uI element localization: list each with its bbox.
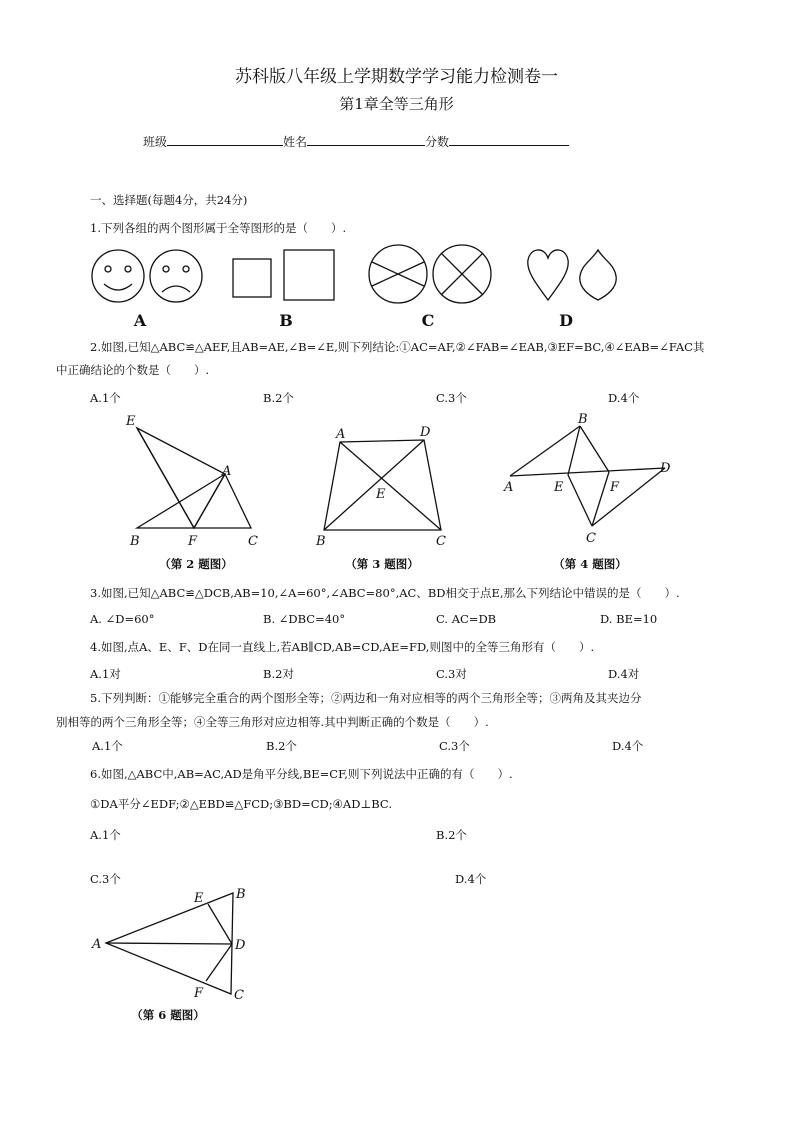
question-5-stem-line2: 别相等的两个三角形全等；④全等三角形对应边相等.其中判断正确的个数是（ ）. bbox=[56, 715, 489, 729]
figure-6 bbox=[88, 884, 268, 1024]
figure-3-caption: （第 3 题图） bbox=[345, 557, 419, 571]
heart-shape-2 bbox=[580, 250, 616, 300]
section-heading: 一、选择题(每题4分，共24分) bbox=[90, 193, 248, 207]
question-2-stem-line2: 中正确结论的个数是（ ）. bbox=[56, 363, 210, 377]
q3-option-c[interactable]: C. AC=DB bbox=[436, 612, 497, 626]
q4-option-c[interactable]: C.3对 bbox=[436, 667, 467, 681]
question-5-stem-line1: 5.下列判断：①能够完全重合的两个图形全等；②两边和一角对应相等的两个三角形全等；③两角及其夹边分 bbox=[90, 691, 642, 705]
name-label: 姓名 bbox=[283, 135, 308, 149]
q1-label-b: B bbox=[279, 311, 293, 330]
triangle-aef bbox=[137, 428, 225, 528]
point-f-label: F bbox=[188, 534, 198, 549]
q5-option-b[interactable]: B.2个 bbox=[266, 739, 297, 753]
point-e-label: E bbox=[376, 487, 386, 502]
point-d-label: D bbox=[660, 461, 671, 476]
class-blank[interactable] bbox=[167, 133, 283, 146]
point-e-label: E bbox=[554, 480, 564, 495]
q1-label-d: D bbox=[559, 311, 573, 330]
q5-option-d[interactable]: D.4个 bbox=[612, 739, 644, 753]
question-1-figures bbox=[80, 240, 640, 335]
circle-with-x-shape bbox=[433, 245, 491, 303]
large-square-shape bbox=[284, 250, 334, 300]
page-title: 苏科版八年级上学期数学学习能力检测卷一 bbox=[235, 67, 558, 87]
point-e-label: E bbox=[194, 891, 204, 906]
point-d-label: D bbox=[420, 425, 431, 440]
question-1-stem: 1.下列各组的两个图形属于全等图形的是（ ）. bbox=[90, 221, 347, 235]
q3-option-d[interactable]: D. BE=10 bbox=[600, 612, 658, 626]
student-info-row bbox=[143, 133, 569, 150]
figure-4-caption: （第 4 题图） bbox=[553, 557, 627, 571]
line-aefd bbox=[510, 468, 665, 476]
q4-option-b[interactable]: B.2对 bbox=[263, 667, 294, 681]
q6-option-a[interactable]: A.1个 bbox=[90, 828, 121, 842]
score-blank[interactable] bbox=[449, 133, 569, 146]
quadrilateral-abcd bbox=[324, 440, 441, 530]
figure-2 bbox=[120, 408, 280, 573]
question-3-stem: 3.如图,已知△ABC≌△DCB,AB=10,∠A=60°,∠ABC=80°,AC、BD相交于点E,那么下列结论中错误的是（ ）. bbox=[90, 586, 680, 600]
q6-option-d[interactable]: D.4个 bbox=[455, 872, 487, 886]
point-b-label: B bbox=[130, 534, 140, 549]
question-6-statements: ①DA平分∠EDF;②△EBD≌△FCD;③BD=CD;④AD⊥BC. bbox=[90, 797, 392, 811]
q2-option-c[interactable]: C.3个 bbox=[436, 391, 467, 405]
figure-4 bbox=[498, 406, 688, 573]
score-label: 分数 bbox=[425, 135, 450, 149]
q6-option-c[interactable]: C.3个 bbox=[90, 872, 121, 886]
point-b-label: B bbox=[578, 412, 588, 427]
point-a-label: A bbox=[92, 937, 102, 952]
frown-face-icon bbox=[150, 250, 202, 302]
figure-6-caption: （第 6 题图） bbox=[131, 1008, 205, 1022]
q2-option-b[interactable]: B.2个 bbox=[263, 391, 294, 405]
figure-2-caption: （第 2 题图） bbox=[159, 557, 233, 571]
q2-option-d[interactable]: D.4个 bbox=[608, 391, 640, 405]
class-label: 班级 bbox=[143, 135, 168, 149]
triangle-abc bbox=[137, 474, 251, 528]
point-f-label: F bbox=[610, 480, 620, 495]
question-2-stem-line1: 2.如图,已知△ABC≌△AEF,且AB=AE,∠B=∠E,则下列结论:①AC=AF,②∠FAB=∠EAB,③EF=BC,④∠EAB=∠FAC其 bbox=[90, 340, 705, 354]
question-6-stem: 6.如图,△ABC中,AB=AC,AD是角平分线,BE=CF,则下列说法中正确的有（ ）. bbox=[90, 767, 513, 781]
q3-option-b[interactable]: B. ∠DBC=40° bbox=[263, 612, 346, 626]
point-f-label: F bbox=[194, 986, 204, 1001]
q2-option-a[interactable]: A.1个 bbox=[90, 391, 121, 405]
name-blank[interactable] bbox=[307, 133, 425, 146]
point-d-label: D bbox=[235, 938, 246, 953]
chapter-subtitle: 第1章全等三角形 bbox=[339, 95, 454, 113]
smiley-face-icon bbox=[92, 250, 144, 302]
q1-label-c: C bbox=[421, 311, 435, 330]
point-c-label: C bbox=[436, 534, 446, 549]
small-square-shape bbox=[233, 259, 271, 297]
point-c-label: C bbox=[586, 531, 596, 546]
q5-option-a[interactable]: A.1个 bbox=[92, 739, 123, 753]
q6-option-b[interactable]: B.2个 bbox=[436, 828, 467, 842]
q1-label-a: A bbox=[133, 311, 147, 330]
point-a-label: A bbox=[336, 427, 346, 442]
point-c-label: C bbox=[234, 988, 244, 1003]
point-e-label: E bbox=[126, 414, 136, 429]
point-a-label: A bbox=[222, 464, 232, 479]
point-b-label: B bbox=[316, 534, 326, 549]
q5-option-c[interactable]: C.3个 bbox=[439, 739, 470, 753]
q4-option-a[interactable]: A.1对 bbox=[90, 667, 121, 681]
point-b-label: B bbox=[236, 887, 246, 902]
circle-with-flat-x-shape bbox=[369, 245, 427, 303]
point-c-label: C bbox=[248, 534, 258, 549]
q4-option-d[interactable]: D.4对 bbox=[608, 667, 640, 681]
point-a-label: A bbox=[504, 480, 514, 495]
q3-option-a[interactable]: A. ∠D=60° bbox=[90, 612, 155, 626]
heart-shape-1 bbox=[528, 250, 568, 300]
figure-3 bbox=[306, 418, 466, 573]
question-4-stem: 4.如图,点A、E、F、D在同一直线上,若AB∥CD,AB=CD,AE=FD,则图中的全等三角形有（ ）. bbox=[90, 640, 595, 654]
